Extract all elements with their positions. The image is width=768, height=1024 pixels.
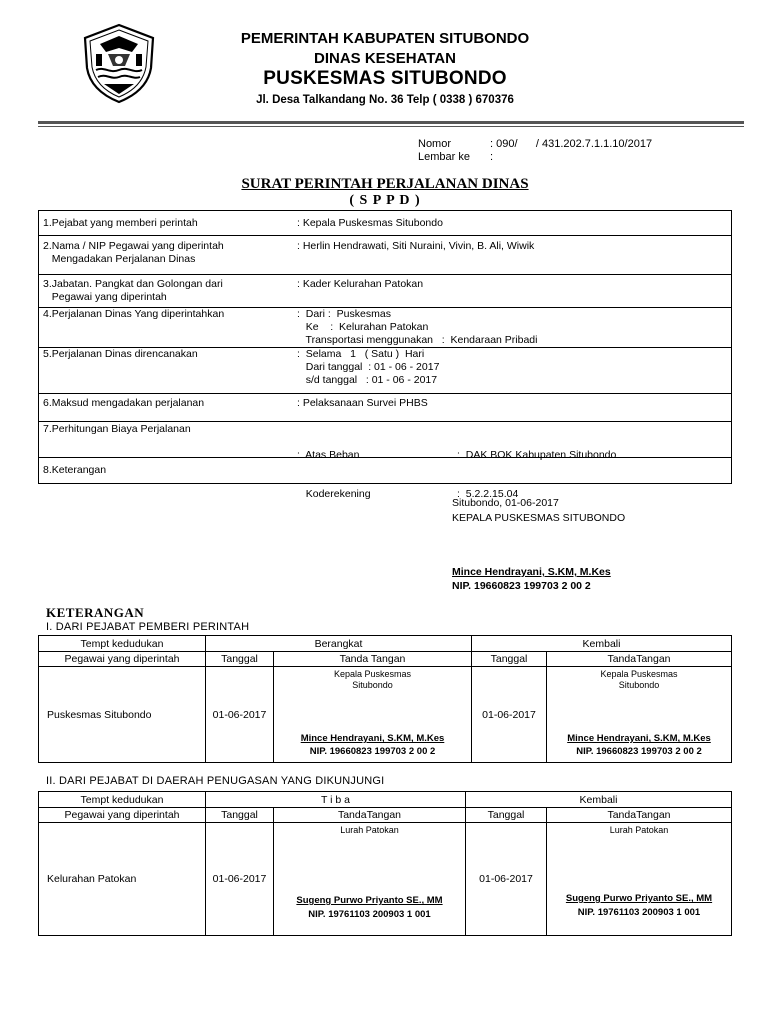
situbondo-coat-of-arms-logo xyxy=(78,22,160,104)
row-label: 2.Nama / NIP Pegawai yang diperintah Mengadakan Perjalanan Dinas xyxy=(43,240,224,265)
lembar-value: : xyxy=(490,151,494,163)
section-1-table xyxy=(38,635,732,763)
date-cell: 01-06-2017 xyxy=(206,667,274,763)
header-tempat-kedudukan: Tempt kedudukan xyxy=(39,636,206,652)
header-tanggal: Tanggal xyxy=(206,808,274,823)
signer-name: Mince Hendrayani, S.KM, M.Kes xyxy=(567,733,711,744)
row-value: : Kader Kelurahan Patokan xyxy=(297,278,424,290)
header-pegawai: Pegawai yang diperintah xyxy=(39,808,206,823)
header-pegawai: Pegawai yang diperintah xyxy=(39,652,206,667)
signer-title: Lurah Patokan xyxy=(340,825,399,835)
signer-nip: NIP. 19761103 200903 1 001 xyxy=(308,909,431,920)
row-label: 8.Keterangan xyxy=(43,464,107,476)
date-cell: 01-06-2017 xyxy=(206,823,274,936)
date-cell: 01-06-2017 xyxy=(466,823,547,936)
signer-nip: NIP. 19660823 199703 2 00 2 xyxy=(309,746,436,757)
row-value: : Herlin Hendrawati, Siti Nuraini, Vivin, B. Ali, Wiwik xyxy=(297,240,535,252)
row-8-remarks xyxy=(39,458,731,485)
header-tiba: T i b a xyxy=(206,792,466,808)
document-subtitle: ( S P P D ) xyxy=(349,193,421,208)
signer-name: Mince Hendrayani, S.KM, M.Kes xyxy=(300,733,445,744)
date-cell: 01-06-2017 xyxy=(472,667,547,763)
sppd-details-table xyxy=(38,210,732,500)
header-kembali: Kembali xyxy=(466,792,732,808)
row-value: : Selama 1 ( Satu ) Hari Dari tanggal : 01 - 06 - 2017 s/d tanggal : 01 - 06 - 2017 xyxy=(297,348,440,386)
row-1-issuing-official xyxy=(39,211,731,236)
signer-title: Kepala Puskesmas Situbondo xyxy=(333,669,412,690)
section-2-title: II. DARI PEJABAT DI DAERAH PENUGASAN YANG DIKUNJUNGI xyxy=(46,775,385,787)
row-label: 4.Perjalanan Dinas Yang diperintahkan xyxy=(43,308,225,320)
header-tanda-tangan: TandaTangan xyxy=(274,808,466,823)
signer-title: Kepala Puskesmas Situbondo xyxy=(600,669,678,690)
header-tempat-kedudukan: Tempt kedudukan xyxy=(39,792,206,808)
row-label: 5.Perjalanan Dinas direncanakan xyxy=(43,348,198,360)
header-tanggal: Tanggal xyxy=(466,808,547,823)
signature-position: KEPALA PUSKESMAS SITUBONDO xyxy=(452,512,626,524)
lembar-label: Lembar ke xyxy=(418,151,470,163)
place-cell: Puskesmas Situbondo xyxy=(39,667,206,763)
section-1-title: I. DARI PEJABAT PEMBERI PERINTAH xyxy=(46,621,250,633)
nomor-value: : 090/ / 431.202.7.1.1.10/2017 xyxy=(490,138,653,150)
row-value: : Kepala Puskesmas Situbondo xyxy=(297,217,443,229)
row-label: 1.Pejabat yang memberi perintah xyxy=(43,217,198,229)
signature-cell xyxy=(274,823,466,936)
signer-nip: NIP. 19660823 199703 2 00 2 xyxy=(576,746,702,757)
keterangan-title: KETERANGAN xyxy=(46,605,145,620)
signature-cell xyxy=(547,823,732,936)
header-rule-thick xyxy=(38,121,744,124)
row-3-position-rank xyxy=(39,275,731,308)
signer-title: Lurah Patokan xyxy=(609,825,669,835)
signer-name: Sugeng Purwo Priyanto SE., MM xyxy=(565,893,713,904)
row-value: : Pelaksanaan Survei PHBS xyxy=(297,397,428,409)
header-address: Jl. Desa Talkandang No. 36 Telp ( 0338 ) 670376 xyxy=(256,94,514,106)
row-5-travel-schedule xyxy=(39,348,731,394)
header-kembali: Kembali xyxy=(472,636,732,652)
row-2-employee-names xyxy=(39,236,731,275)
header-department: DINAS KESEHATAN xyxy=(314,50,456,67)
document-title: SURAT PERINTAH PERJALANAN DINAS xyxy=(241,176,529,192)
signer-name: Sugeng Purwo Priyanto SE., MM xyxy=(296,895,443,906)
signature-cell xyxy=(547,667,732,763)
row-value: : Dari : Puskesmas Ke : Kelurahan Patokan Transportasi menggunakan : Kendaraan Pribadi xyxy=(297,308,538,346)
header-tanda-tangan: Tanda Tangan xyxy=(274,652,472,667)
header-tanda-tangan: TandaTangan xyxy=(547,652,732,667)
header-tanggal: Tanggal xyxy=(472,652,547,667)
row-4-travel-route xyxy=(39,308,731,348)
row-label: 6.Maksud mengadakan perjalanan xyxy=(43,397,205,409)
header-tanda-tangan: TandaTangan xyxy=(547,808,732,823)
signer-nip: NIP. 19761103 200903 1 001 xyxy=(577,907,701,918)
row-label: 3.Jabatan. Pangkat dan Golongan dari Pegawai yang diperintah xyxy=(43,278,223,303)
signature-name: Mince Hendrayani, S.KM, M.Kes xyxy=(452,566,611,578)
signature-place-date: Situbondo, 01-06-2017 xyxy=(452,497,559,509)
header-tanggal: Tanggal xyxy=(206,652,274,667)
signature-nip: NIP. 19660823 199703 2 00 2 xyxy=(452,580,591,592)
header-government: PEMERINTAH KABUPATEN SITUBONDO xyxy=(240,30,530,47)
row-label: 7.Perhitungan Biaya Perjalanan xyxy=(43,423,191,435)
reference-number-block xyxy=(418,138,652,164)
header-institution: PUSKESMAS SITUBONDO xyxy=(263,68,507,89)
header-berangkat: Berangkat xyxy=(206,636,472,652)
place-cell: Kelurahan Patokan xyxy=(39,823,206,936)
header-rule-thin xyxy=(38,126,744,127)
row-6-travel-purpose xyxy=(39,394,731,422)
row-value: : Atas Beban : DAK BOK Kabupaten Situbondo Koderekening : 5.2.2.15.04 xyxy=(297,449,617,500)
nomor-label: Nomor xyxy=(418,138,452,150)
signature-cell xyxy=(274,667,472,763)
section-2-table xyxy=(38,791,732,936)
